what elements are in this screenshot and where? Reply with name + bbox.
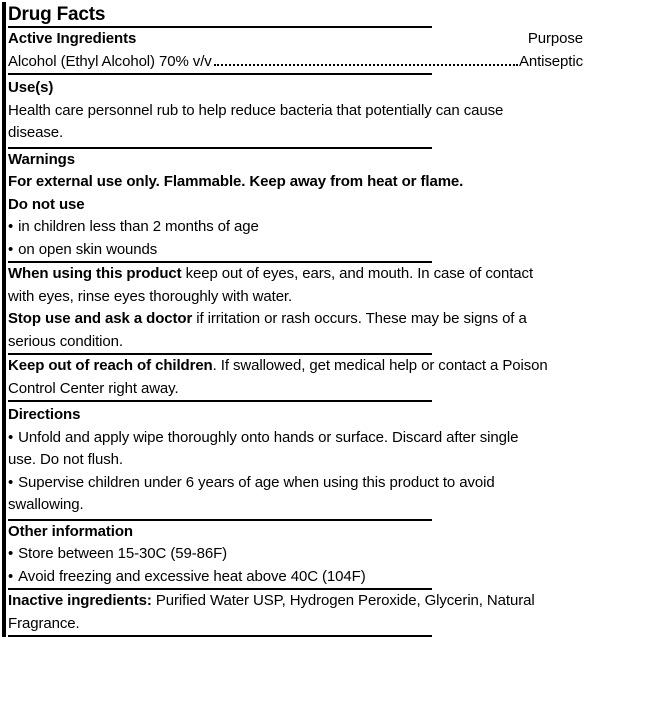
warnings-section (8, 149, 604, 262)
keep-out-rest: . If swallowed, get medical help or contact a Poison (212, 357, 548, 374)
keep-out-lead: Keep out of reach of children (8, 357, 213, 374)
bullet-icon: • (8, 218, 14, 235)
flammable-warning: For external use only. Flammable. Keep away from heat or flame. (8, 173, 464, 190)
directions-bullet (8, 427, 604, 450)
directions-bullet (8, 472, 604, 495)
stop-use-line: serious condition. (8, 332, 123, 350)
active-ingredients-section (8, 28, 604, 73)
keep-out-section (8, 355, 604, 400)
uses-heading: Use(s) (8, 79, 54, 96)
directions-bullet-continuation: use. Do not flush. (8, 451, 123, 468)
inactive-ingredients-line: Fragrance. (8, 614, 80, 632)
drug-facts-label (2, 2, 647, 637)
when-using-line (8, 263, 604, 286)
when-using-lead: When using this product (8, 265, 182, 282)
purpose-heading: Purpose (527, 30, 583, 47)
uses-text-line: disease. (8, 124, 64, 141)
bullet-icon: • (8, 567, 14, 585)
dotted-leader (214, 64, 518, 66)
other-information-section (8, 521, 604, 589)
bullet-text: Avoid freezing and excessive heat above 40C (104F) (18, 567, 366, 585)
bullet-text: Store between 15-30C (59-86F) (18, 545, 228, 562)
uses-text-line: Health care personnel rub to help reduce bacteria that potentially can cause (8, 101, 504, 119)
warnings-heading: Warnings (8, 150, 75, 168)
active-ingredient-purpose: Antiseptic (518, 52, 583, 70)
bullet-text: Supervise children under 6 years of age when using this product to avoid (18, 473, 495, 491)
warnings-usage-section (8, 263, 604, 353)
keep-out-line (8, 355, 604, 378)
keep-out-line: Control Center right away. (8, 379, 179, 397)
inactive-ingredients-section (8, 590, 604, 635)
inactive-ingredients-line (8, 590, 604, 613)
bullet-icon: • (8, 473, 14, 491)
active-ingredient-name: Alcohol (Ethyl Alcohol) 70% v/v (8, 52, 212, 70)
stop-use-lead: Stop use and ask a doctor (8, 310, 193, 327)
when-using-line: with eyes, rinse eyes thoroughly with water. (8, 287, 293, 305)
when-using-rest: keep out of eyes, ears, and mouth. In case of contact (181, 265, 534, 282)
bullet-icon: • (8, 545, 14, 562)
drug-facts-title: Drug Facts (8, 4, 106, 25)
directions-bullet-continuation: swallowing. (8, 496, 84, 513)
do-not-use-bullet (8, 239, 604, 262)
inactive-ingredients-rest: Purified Water USP, Hydrogen Peroxide, Glycerin, Natural (151, 592, 535, 609)
uses-section (8, 75, 604, 147)
stop-use-line (8, 308, 604, 331)
bullet-text: on open skin wounds (18, 240, 158, 258)
bullet-text: Unfold and apply wipe thoroughly onto hands or surface. Discard after single (18, 428, 519, 446)
active-ingredients-heading: Active Ingredients (8, 30, 137, 47)
other-information-heading: Other information (8, 522, 133, 540)
stop-use-rest: if irritation or rash occurs. These may be signs of a (192, 310, 527, 327)
divider (8, 635, 432, 637)
other-information-bullet (8, 543, 604, 566)
directions-section (8, 402, 604, 519)
bullet-icon: • (8, 428, 14, 446)
other-information-bullet (8, 566, 604, 589)
bullet-text: in children less than 2 months of age (18, 218, 259, 235)
directions-heading: Directions (8, 406, 81, 423)
do-not-use-bullet (8, 216, 604, 239)
do-not-use-heading: Do not use (8, 195, 85, 213)
inactive-ingredients-lead: Inactive ingredients: (8, 592, 152, 609)
bullet-icon: • (8, 240, 14, 258)
